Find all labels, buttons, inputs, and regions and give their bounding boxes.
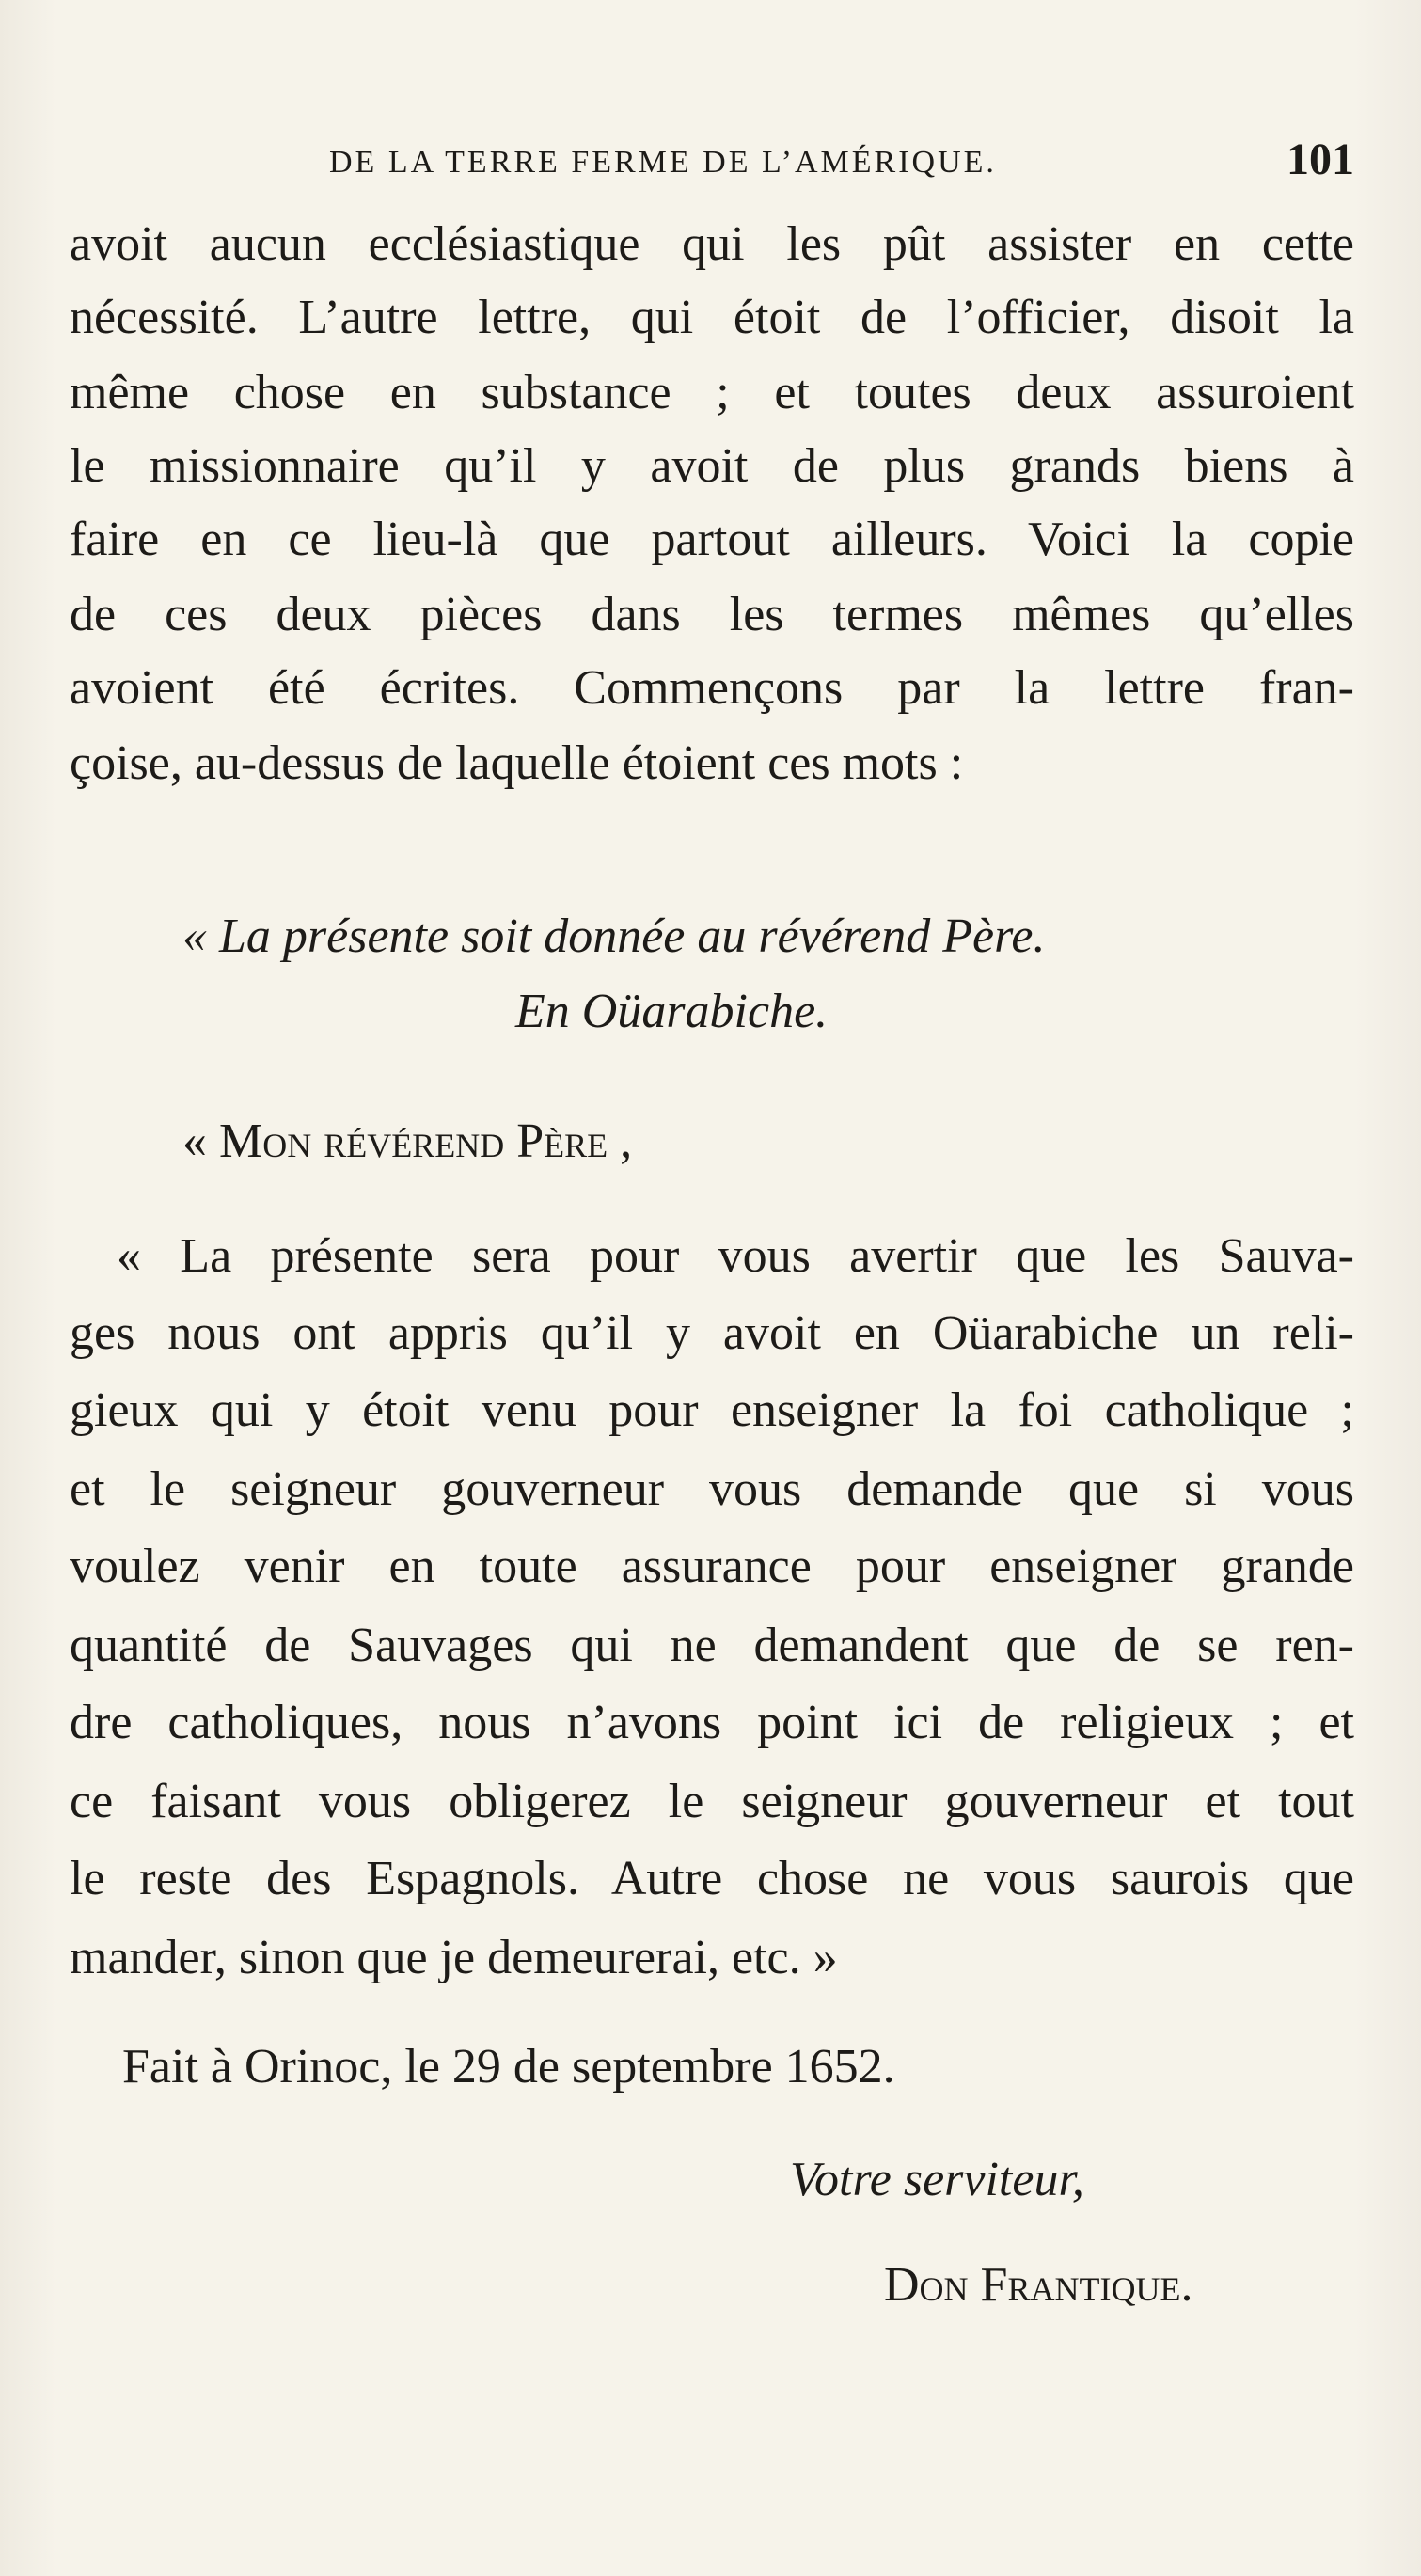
signature: Don Frantique. — [884, 2258, 1193, 2312]
address-line: En Oüarabiche. — [515, 985, 829, 1038]
text-line: nécessité. L’autre lettre, qui étoit de l’officier, disoit la — [70, 291, 1354, 344]
page-number: 101 — [1287, 134, 1354, 184]
closing: Votre serviteur, — [790, 2153, 1084, 2206]
letter-salutation: « Mon révérend Père , — [182, 1114, 633, 1168]
text-line: voulez venir en toute assurance pour enseigner grande — [70, 1540, 1354, 1593]
running-head — [75, 134, 1354, 190]
text-line: et le seigneur gouverneur vous demande que si vous — [70, 1462, 1354, 1516]
text-line: quantité de Sauvages qui ne demandent que de se ren- — [70, 1619, 1354, 1672]
text-line: de ces deux pièces dans les termes mêmes qu’elles — [70, 588, 1354, 641]
text-line: mander, sinon que je demeurerai, etc. » — [70, 1931, 838, 1984]
text-line: le missionnaire qu’il y avoit de plus grands biens à — [70, 439, 1354, 493]
text-line: avoit aucun ecclésiastique qui les pût assister en cette — [70, 217, 1354, 271]
address-line: « La présente soit donnée au révérend Père. — [182, 909, 1046, 963]
dateline: Fait à Orinoc, le 29 de septembre 1652. — [122, 2040, 895, 2094]
running-head-title: DE LA TERRE FERME DE L’AMÉRIQUE. — [329, 145, 997, 180]
text-line: ges nous ont appris qu’il y avoit en Oüarabiche un reli- — [70, 1306, 1354, 1360]
text-line: même chose en substance ; et toutes deux assuroient — [70, 366, 1354, 419]
text-line: « La présente sera pour vous avertir que les Sauva- — [117, 1229, 1354, 1283]
text-line: le reste des Espagnols. Autre chose ne vous saurois que — [70, 1852, 1354, 1905]
text-line: gieux qui y étoit venu pour enseigner la foi catholique ; — [70, 1383, 1354, 1437]
text-line: faire en ce lieu-là que partout ailleurs. Voici la copie — [70, 513, 1354, 566]
text-line: dre catholiques, nous n’avons point ici de religieux ; et — [70, 1696, 1354, 1749]
text-line: avoient été écrites. Commençons par la lettre fran- — [70, 661, 1354, 715]
text-line: çoise, au-dessus de laquelle étoient ces mots : — [70, 736, 964, 790]
text-line: ce faisant vous obligerez le seigneur gouverneur et tout — [70, 1775, 1354, 1828]
